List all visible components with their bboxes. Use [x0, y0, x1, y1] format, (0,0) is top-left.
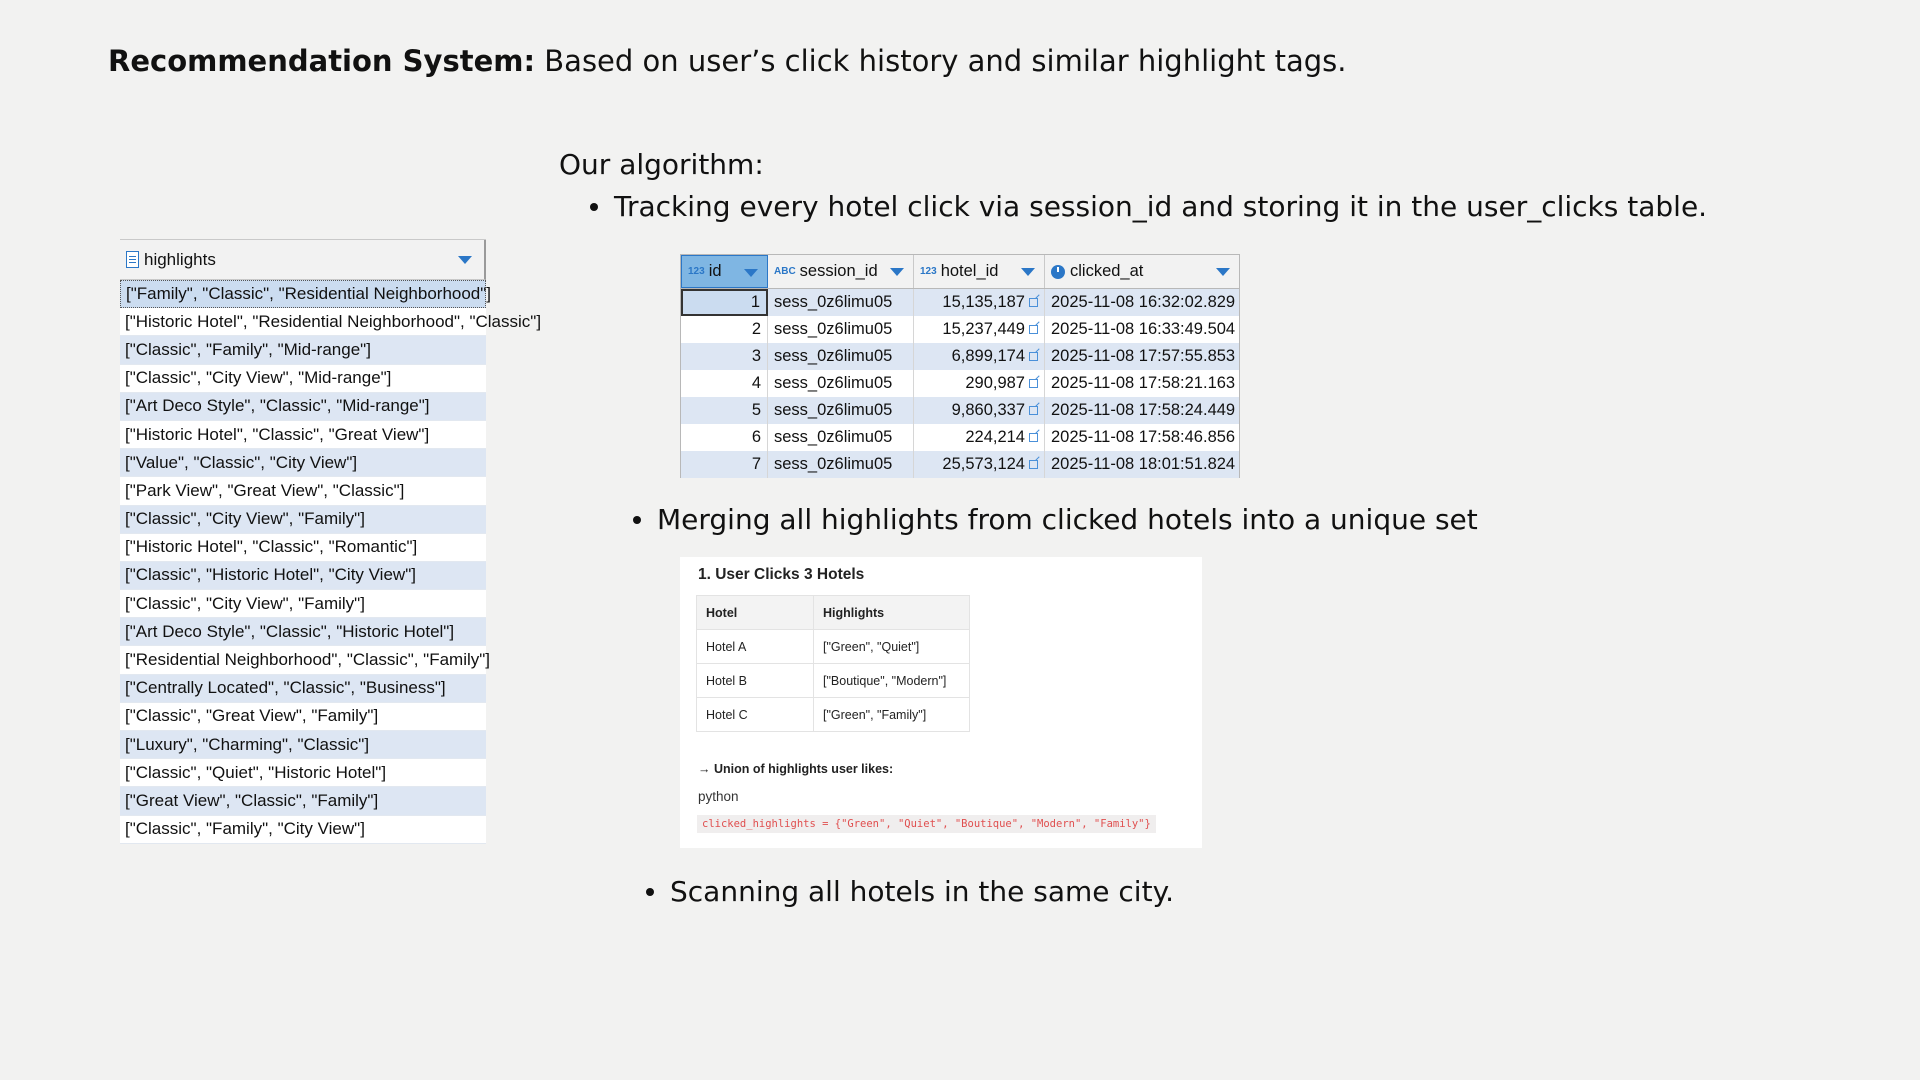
- clicked-at-cell-value: 2025-11-08 17:58:46.856: [1051, 428, 1236, 446]
- open-link-icon[interactable]: [1029, 379, 1038, 388]
- clicked-at-cell[interactable]: [1045, 424, 1239, 451]
- example-hotels-table: [696, 595, 970, 732]
- clicked-at-cell-value: 2025-11-08 17:58:24.449: [1051, 401, 1236, 419]
- hotel-cell: Hotel A: [697, 630, 814, 664]
- session-id-cell-value: sess_0z6limu05: [774, 293, 893, 311]
- hotel-id-cell-value: 224,214: [965, 428, 1025, 446]
- id-cell-value: 5: [751, 401, 761, 419]
- text-type-icon: [126, 251, 139, 268]
- session-id-cell[interactable]: [768, 370, 914, 397]
- session-id-cell[interactable]: [768, 316, 914, 343]
- highlights-row[interactable]: ["Historic Hotel", "Classic", "Great View"]: [120, 421, 486, 449]
- hotel-id-cell-value: 290,987: [965, 374, 1025, 392]
- session-id-cell[interactable]: [768, 397, 914, 424]
- open-link-icon[interactable]: [1029, 352, 1038, 361]
- highlights-row[interactable]: ["Classic", "Great View", "Family"]: [120, 703, 486, 731]
- id-cell[interactable]: [681, 451, 768, 478]
- session-id-cell[interactable]: [768, 289, 914, 316]
- session-id-cell[interactable]: [768, 424, 914, 451]
- clicked-at-cell[interactable]: [1045, 451, 1239, 478]
- bullet-dot-icon: [633, 516, 641, 524]
- hotel-cell: Hotel B: [697, 664, 814, 698]
- highlights-row[interactable]: ["Classic", "Family", "City View"]: [120, 816, 486, 844]
- column-header-hotel-id[interactable]: [914, 255, 1045, 288]
- column-label: session_id: [799, 262, 878, 280]
- hotel-id-cell[interactable]: [914, 424, 1045, 451]
- session-id-cell-value: sess_0z6limu05: [774, 374, 893, 392]
- highlights-row[interactable]: ["Great View", "Classic", "Family"]: [120, 787, 486, 815]
- highlights-row[interactable]: ["Historic Hotel", "Residential Neighborhood", "Classic"]: [120, 308, 486, 336]
- clock-icon: [1051, 265, 1065, 279]
- id-cell-value: 7: [751, 455, 761, 473]
- session-id-cell[interactable]: [768, 343, 914, 370]
- dropdown-arrow-icon[interactable]: [744, 269, 758, 277]
- open-link-icon[interactable]: [1029, 298, 1038, 307]
- clicked-at-cell-value: 2025-11-08 17:58:21.163: [1051, 374, 1236, 392]
- table-row[interactable]: [681, 451, 1239, 478]
- highlights-row[interactable]: ["Park View", "Great View", "Classic"]: [120, 477, 486, 505]
- session-id-cell-value: sess_0z6limu05: [774, 320, 893, 338]
- highlights-row[interactable]: ["Art Deco Style", "Classic", "Mid-range"]: [120, 393, 486, 421]
- highlights-row[interactable]: ["Art Deco Style", "Classic", "Historic Hotel"]: [120, 618, 486, 646]
- id-cell[interactable]: [681, 343, 768, 370]
- table-row[interactable]: [681, 370, 1239, 397]
- clicked-at-cell-value: 2025-11-08 16:33:49.504: [1051, 320, 1236, 338]
- clicked-at-cell[interactable]: [1045, 316, 1239, 343]
- id-cell[interactable]: [681, 316, 768, 343]
- id-cell[interactable]: [681, 289, 768, 316]
- bullet-scanning: [646, 875, 1174, 908]
- highlights-row[interactable]: ["Luxury", "Charming", "Classic"]: [120, 731, 486, 759]
- table-row: [697, 698, 970, 732]
- highlights-row[interactable]: ["Classic", "Historic Hotel", "City View"]: [120, 562, 486, 590]
- user-clicks-rows: [681, 289, 1239, 478]
- highlights-cell: ["Green", "Quiet"]: [814, 630, 970, 664]
- hotel-id-cell[interactable]: [914, 397, 1045, 424]
- session-id-cell-value: sess_0z6limu05: [774, 455, 893, 473]
- highlights-row[interactable]: ["Residential Neighborhood", "Classic", "Family"]: [120, 646, 486, 674]
- highlights-row[interactable]: ["Historic Hotel", "Classic", "Romantic"]: [120, 534, 486, 562]
- id-cell-value: 6: [751, 428, 761, 446]
- highlights-grid: [120, 239, 542, 844]
- column-header-id[interactable]: [681, 255, 768, 288]
- dropdown-arrow-icon[interactable]: [890, 268, 904, 276]
- user-clicks-header: [681, 254, 1239, 289]
- hotel-cell: Hotel C: [697, 698, 814, 732]
- highlights-row[interactable]: ["Classic", "City View", "Family"]: [120, 506, 486, 534]
- hotel-id-cell[interactable]: [914, 451, 1045, 478]
- highlights-row[interactable]: ["Classic", "City View", "Family"]: [120, 590, 486, 618]
- session-id-cell-value: sess_0z6limu05: [774, 428, 893, 446]
- hotel-id-cell-value: 15,135,187: [942, 293, 1025, 311]
- column-label: hotel_id: [940, 262, 999, 280]
- open-link-icon[interactable]: [1029, 406, 1038, 415]
- slide-heading: [108, 44, 1346, 78]
- bullet-tracking: [590, 190, 1707, 223]
- highlights-row[interactable]: ["Classic", "Family", "Mid-range"]: [120, 336, 486, 364]
- bullet-merging: [633, 503, 1478, 536]
- session-id-cell[interactable]: [768, 451, 914, 478]
- numeric-type-icon: 123: [920, 266, 937, 277]
- bullet-dot-icon: [590, 203, 598, 211]
- id-cell[interactable]: [681, 370, 768, 397]
- column-label: id: [708, 262, 722, 280]
- open-link-icon[interactable]: [1029, 460, 1038, 469]
- highlights-row[interactable]: ["Centrally Located", "Classic", "Business"]: [120, 675, 486, 703]
- hotel-id-cell[interactable]: [914, 316, 1045, 343]
- hotel-id-cell[interactable]: [914, 343, 1045, 370]
- column-label: clicked_at: [1070, 262, 1144, 280]
- hotel-id-cell-value: 25,573,124: [942, 455, 1025, 473]
- hotel-id-cell-value: 15,237,449: [942, 320, 1025, 338]
- table-header-row: [697, 596, 970, 630]
- heading-bold: Recommendation System:: [108, 44, 536, 78]
- table-row[interactable]: [681, 316, 1239, 343]
- hotel-id-cell[interactable]: [914, 370, 1045, 397]
- session-id-cell-value: sess_0z6limu05: [774, 401, 893, 419]
- session-id-cell-value: sess_0z6limu05: [774, 347, 893, 365]
- highlights-column-label: highlights: [144, 249, 216, 269]
- clicked-at-cell[interactable]: [1045, 289, 1239, 316]
- id-cell-value: 2: [751, 320, 761, 338]
- highlights-row[interactable]: ["Classic", "Quiet", "Historic Hotel"]: [120, 759, 486, 787]
- table-row[interactable]: [681, 424, 1239, 451]
- id-cell[interactable]: [681, 424, 768, 451]
- clicked-at-cell-value: 2025-11-08 18:01:51.824: [1051, 455, 1236, 473]
- highlights-row[interactable]: ["Value", "Classic", "City View"]: [120, 449, 486, 477]
- table-row[interactable]: [681, 289, 1239, 316]
- table-row[interactable]: [681, 343, 1239, 370]
- bullet-text: Scanning all hotels in the same city.: [670, 875, 1175, 908]
- open-link-icon[interactable]: [1029, 433, 1038, 442]
- hotel-id-cell-value: 9,860,337: [951, 401, 1025, 419]
- example-card: [680, 557, 1202, 848]
- highlights-row[interactable]: ["Classic", "City View", "Mid-range"]: [120, 365, 486, 393]
- text-type-icon: ABC: [774, 266, 796, 277]
- column-header-session-id[interactable]: [768, 255, 914, 288]
- clicked-at-cell-value: 2025-11-08 17:57:55.853: [1051, 347, 1236, 365]
- example-card-title: 1. User Clicks 3 Hotels: [698, 566, 865, 583]
- column-header-hotel: Hotel: [697, 596, 814, 630]
- code-snippet: clicked_highlights = {"Green", "Quiet", "Boutique", "Modern", "Family"}: [697, 815, 1156, 833]
- bullet-dot-icon: [646, 888, 654, 896]
- id-cell[interactable]: [681, 397, 768, 424]
- bullet-text: Tracking every hotel click via session_id and storing it in the user_clicks table.: [614, 190, 1708, 223]
- hotel-id-cell[interactable]: [914, 289, 1045, 316]
- algorithm-title: Our algorithm:: [559, 148, 764, 181]
- id-cell-value: 4: [751, 374, 761, 392]
- open-link-icon[interactable]: [1029, 325, 1038, 334]
- highlights-column-header[interactable]: [120, 240, 486, 280]
- numeric-type-icon: 123: [688, 266, 705, 277]
- table-row: [697, 664, 970, 698]
- table-row[interactable]: [681, 397, 1239, 424]
- table-row: [697, 630, 970, 664]
- clicked-at-cell-value: 2025-11-08 16:32:02.829: [1051, 293, 1236, 311]
- highlights-row[interactable]: ["Family", "Classic", "Residential Neighborhood"]: [120, 280, 486, 308]
- highlights-rows: [120, 280, 542, 844]
- id-cell-value: 1: [750, 293, 760, 311]
- highlights-cell: ["Boutique", "Modern"]: [814, 664, 970, 698]
- hotel-id-cell-value: 6,899,174: [951, 347, 1025, 365]
- dropdown-arrow-icon[interactable]: [1216, 268, 1230, 276]
- bullet-text: Merging all highlights from clicked hotels into a unique set: [657, 503, 1478, 536]
- clicked-at-cell[interactable]: [1045, 343, 1239, 370]
- column-header-clicked-at[interactable]: [1045, 255, 1239, 288]
- user-clicks-grid: [680, 254, 1240, 478]
- highlights-cell: ["Green", "Family"]: [814, 698, 970, 732]
- union-label: → Union of highlights user likes:: [698, 762, 894, 776]
- dropdown-arrow-icon[interactable]: [1021, 268, 1035, 276]
- clicked-at-cell[interactable]: [1045, 397, 1239, 424]
- code-language-label: python: [698, 789, 739, 804]
- heading-rest: Based on user’s click history and similar highlight tags.: [535, 44, 1347, 78]
- clicked-at-cell[interactable]: [1045, 370, 1239, 397]
- id-cell-value: 3: [751, 347, 761, 365]
- dropdown-arrow-icon[interactable]: [458, 256, 472, 264]
- column-header-highlights: Highlights: [814, 596, 970, 630]
